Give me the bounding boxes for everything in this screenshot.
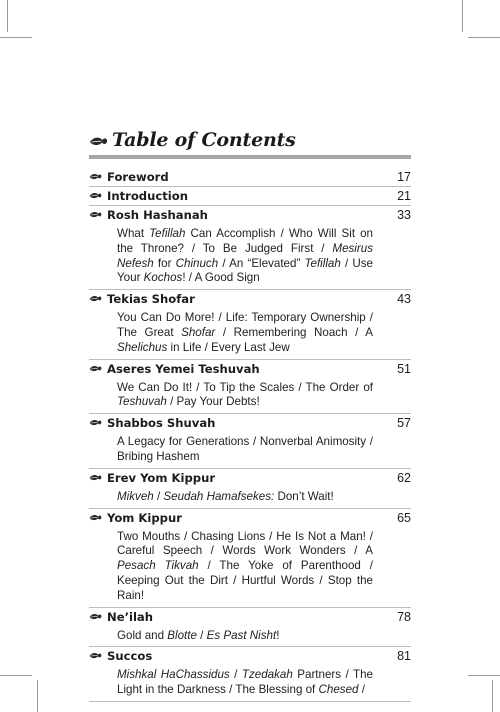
leaf-ornament-icon: [89, 651, 102, 661]
leaf-ornament-icon: [89, 612, 102, 622]
description-text: / Pay Your Debts!: [166, 395, 260, 409]
description-text: for: [153, 256, 176, 270]
leaf-ornament-icon: [89, 473, 102, 483]
leaf-ornament-icon: [89, 191, 102, 201]
toc-entry-page-number: 17: [397, 170, 411, 184]
toc-entry-page-number: 65: [397, 510, 411, 525]
toc-entry-description: [89, 227, 373, 289]
italic-term: Teshuvah: [117, 395, 167, 409]
crop-mark-top-left: [7, 0, 8, 32]
leaf-ornament-icon: [89, 364, 102, 374]
crop-mark-top-right: [462, 0, 463, 32]
toc-entry-page-number: 62: [397, 470, 411, 485]
leaf-ornament-icon: [89, 135, 108, 149]
toc-entry-heading: [89, 206, 411, 224]
italic-term: Tefillah: [149, 227, 186, 240]
toc-entry-page-number: 78: [397, 609, 411, 624]
leaf-ornament-icon: [89, 294, 102, 304]
toc-entry-title: Introduction: [107, 189, 188, 203]
toc-entry-heading: [89, 360, 411, 378]
toc-entry-title: Shabbos Shuvah: [107, 416, 216, 431]
description-text: Don’t Wait!: [274, 489, 334, 503]
description-text: / The Yoke of Parenthood / Keeping Out the Dirt / Hurtful Words / Stop the Rain!: [117, 559, 374, 602]
toc-entry[interactable]: [89, 206, 411, 290]
toc-entry-heading: [89, 187, 411, 205]
toc-entry-page-number: 81: [397, 649, 411, 664]
leaf-ornament-icon: [89, 210, 102, 220]
toc-entry-description: [89, 629, 373, 647]
description-text: / Use Your: [117, 256, 373, 285]
toc-entry[interactable]: [89, 187, 411, 206]
italic-term: Shofar: [181, 325, 216, 339]
toc-entry-description: [89, 381, 373, 414]
toc-entry-description: [89, 530, 373, 607]
crop-mark-bottom-left: [37, 680, 38, 712]
description-text: Gold and: [117, 628, 168, 642]
toc-entry-title: Ne’ilah: [107, 609, 153, 624]
toc-entry-description: [89, 490, 373, 508]
crop-mark-bottom-left-h: [0, 675, 32, 676]
toc-entry[interactable]: [89, 608, 411, 648]
title-rule: [89, 155, 411, 159]
toc-entry-description: [89, 435, 373, 468]
description-text: /: [358, 683, 365, 697]
italic-term: Pesach Tikvah: [117, 559, 199, 573]
italic-term: Es Past Nisht: [206, 628, 277, 642]
toc-entry-title: Tekias Shofar: [107, 292, 195, 307]
italic-term: Chinuch: [175, 256, 219, 270]
toc-entry-page-number: 51: [397, 361, 411, 376]
toc-entry[interactable]: [89, 360, 411, 415]
toc-entry-title: Foreword: [107, 170, 169, 184]
toc-entry-heading: [89, 608, 411, 626]
description-text: Two Mouths / Chasing Lions / He Is Not a Man! / Careful Speech / Words Work Wonders / A: [117, 529, 373, 558]
toc-entry-heading: [89, 168, 411, 186]
toc-header: [89, 127, 411, 153]
toc-entry-page-number: 21: [397, 189, 411, 203]
toc-entry[interactable]: [89, 168, 411, 187]
table-of-contents: [89, 168, 411, 702]
page-title: Table of Contents: [112, 129, 296, 151]
description-text: / An “Elevated”: [218, 256, 305, 270]
toc-entry-page-number: 57: [397, 416, 411, 431]
crop-mark-bottom-right: [492, 680, 493, 712]
italic-term: Seudah Hamafsekes:: [163, 489, 275, 503]
leaf-ornament-icon: [89, 418, 102, 428]
italic-term: Mikveh: [117, 489, 154, 503]
toc-entry[interactable]: [89, 469, 411, 509]
toc-entry-title: Aseres Yemei Teshuvah: [107, 361, 260, 376]
toc-entry[interactable]: [89, 290, 411, 359]
toc-entry-heading: [89, 469, 411, 487]
toc-entry-title: Erev Yom Kippur: [107, 470, 216, 485]
toc-entry-description: [89, 311, 373, 358]
toc-entry[interactable]: [89, 647, 411, 702]
description-text: / Remembering Noach / A: [215, 325, 374, 339]
description-text: You Can Do More! / Life: Temporary Ownership / The Great: [117, 311, 373, 339]
italic-term: Blotte: [167, 628, 197, 642]
description-text: in Life / Every Last Jew: [167, 340, 290, 354]
toc-entry-title: Rosh Hashanah: [107, 208, 208, 222]
toc-entry-page-number: 43: [397, 292, 411, 307]
description-text: What: [117, 227, 150, 240]
description-text: Partners / The Light in the Darkness / The Blessing of: [117, 668, 373, 697]
toc-entry-heading: [89, 290, 411, 308]
crop-mark-bottom-right-h: [468, 675, 500, 676]
toc-entry-page-number: 33: [397, 208, 411, 222]
italic-term: Tzedakah: [241, 668, 293, 682]
description-text: /: [229, 668, 242, 682]
description-text: /: [153, 489, 164, 503]
toc-entry-title: Succos: [107, 649, 153, 664]
italic-term: Tefillah: [304, 256, 341, 270]
description-text: /: [196, 628, 207, 642]
italic-term: Kochos: [143, 271, 183, 285]
toc-entry-heading: [89, 509, 411, 527]
toc-entry[interactable]: [89, 414, 411, 469]
italic-term: Mesirus Nefesh: [117, 241, 373, 270]
crop-mark-top-left-h: [0, 37, 32, 38]
leaf-ornament-icon: [89, 172, 102, 182]
toc-entry-heading: [89, 414, 411, 432]
italic-term: Shelichus: [117, 340, 168, 354]
description-text: Can Accomplish / Who Will Sit on the Throne? / To Be Judged First /: [117, 227, 374, 255]
description-text: We Can Do It! / To Tip the Scales / The Order of: [117, 380, 373, 394]
description-text: A Legacy for Generations / Nonverbal Animosity / Bribing Hashem: [117, 435, 373, 463]
italic-term: Mishkal HaChassidus: [117, 668, 230, 682]
description-text: !: [276, 628, 280, 642]
crop-mark-top-right-h: [468, 37, 500, 38]
leaf-ornament-icon: [89, 513, 102, 523]
toc-entry-description: [89, 668, 373, 701]
description-text: ! / A Good Sign: [182, 271, 260, 285]
italic-term: Chesed: [318, 683, 359, 697]
toc-entry-title: Yom Kippur: [107, 510, 182, 525]
toc-entry-heading: [89, 647, 411, 665]
toc-entry[interactable]: [89, 509, 411, 608]
